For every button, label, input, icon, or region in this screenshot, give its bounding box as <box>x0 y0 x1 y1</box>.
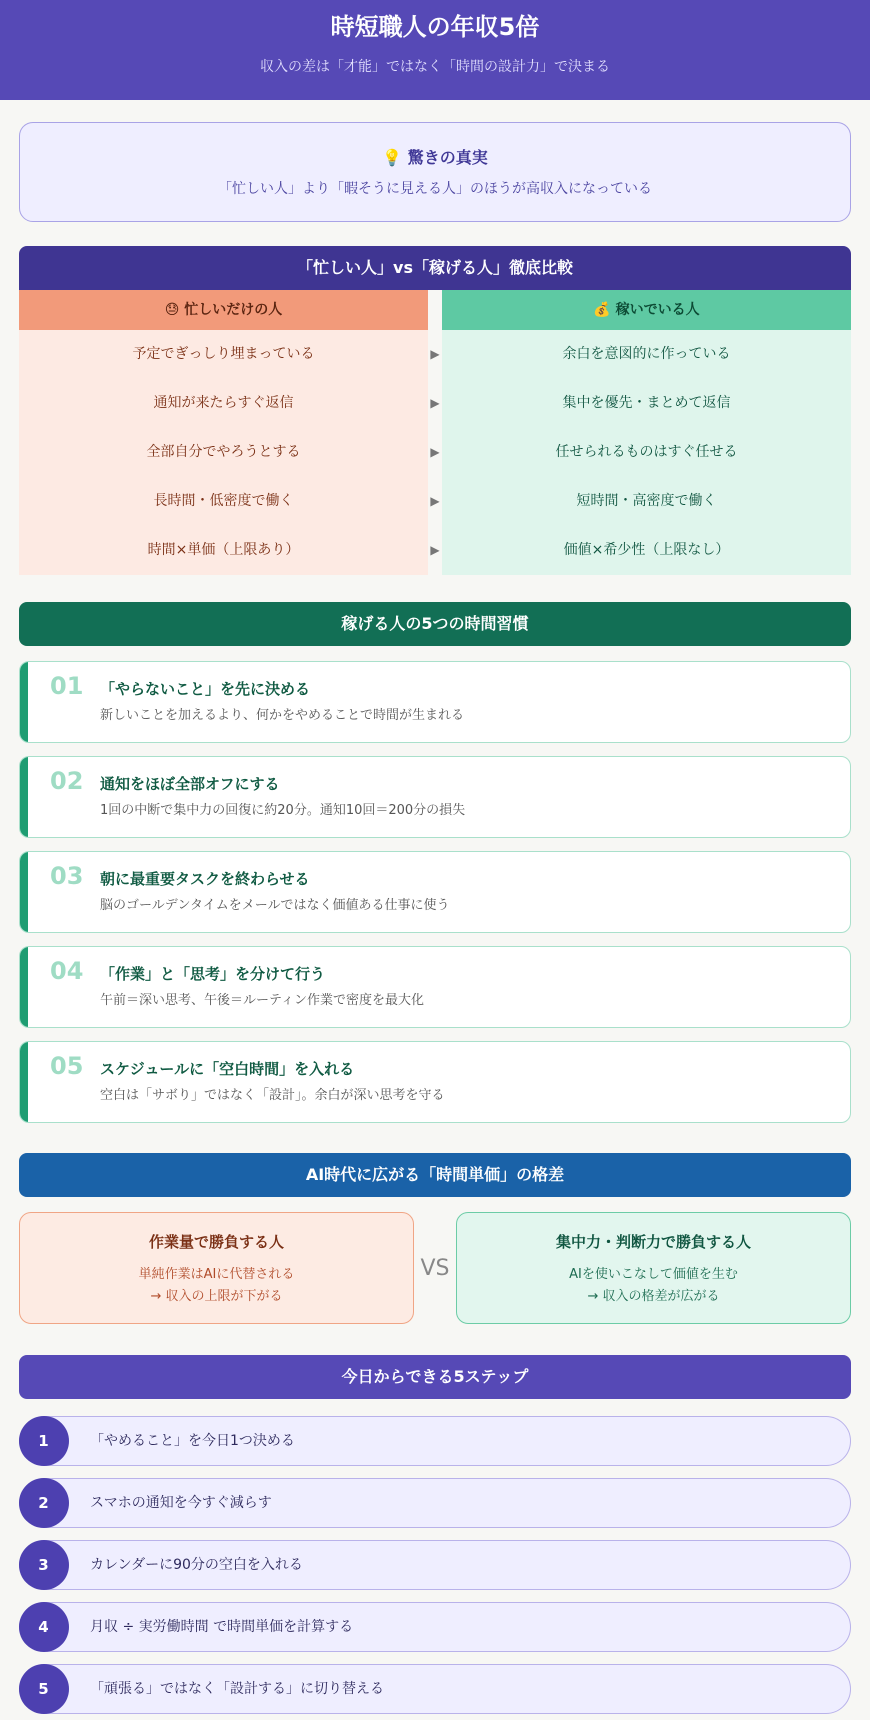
earn-item: 価値×希少性（上限なし） <box>563 542 730 558</box>
habit-desc: 1回の中断で集中力の回復に約20分。通知10回＝200分の損失 <box>100 803 466 818</box>
page-title: 時短職人の年収5倍 <box>330 13 540 41</box>
arrow-right-icon: ▶ <box>430 396 440 410</box>
habit-card <box>19 1041 851 1123</box>
habit-card <box>19 756 851 838</box>
earn-column-label: 稼いでいる人 <box>615 302 700 318</box>
busy-column-label: 忙しいだけの人 <box>184 302 283 318</box>
habit-card <box>19 946 851 1028</box>
comparison-table <box>19 290 851 575</box>
step-item <box>19 1664 851 1714</box>
habit-title: 「やらないこと」を先に決める <box>100 680 311 698</box>
habit-number: 02 <box>50 767 84 795</box>
arrow-right-icon: ▶ <box>430 543 440 557</box>
step-text: 月収 ÷ 実労働時間 で時間単価を計算する <box>90 1619 354 1635</box>
page-subtitle: 収入の差は「才能」ではなく「時間の設計力」で決まる <box>260 59 610 75</box>
step-text: 「やめること」を今日1つ決める <box>90 1433 295 1449</box>
habit-number: 03 <box>50 862 84 890</box>
arrow-right-icon: ▶ <box>430 347 440 361</box>
habit-desc: 脳のゴールデンタイムをメールではなく価値ある仕事に使う <box>100 898 450 913</box>
habit-desc: 空白は「サボり」ではなく「設計」。余白が深い思考を守る <box>100 1088 445 1103</box>
step-text: カレンダーに90分の空白を入れる <box>90 1557 303 1573</box>
habit-title: 朝に最重要タスクを終わらせる <box>100 870 310 888</box>
tired-face-icon: 😓 <box>164 302 180 318</box>
volume-worker-card <box>19 1212 414 1324</box>
comparison-title: 「忙しい人」vs「稼げる人」徹底比較 <box>19 246 851 290</box>
ai-gap-comparison <box>19 1212 851 1324</box>
vs-label: VS <box>420 1255 450 1281</box>
step-item <box>19 1478 851 1528</box>
step-number: 1 <box>19 1416 69 1466</box>
habit-card <box>19 851 851 933</box>
habit-number: 05 <box>50 1052 84 1080</box>
judgment-worker-line: AIを使いこなして価値を生む <box>569 1267 738 1282</box>
step-item <box>19 1540 851 1590</box>
habit-card <box>19 661 851 743</box>
truth-text: 「忙しい人」より「暇そうに見える人」のほうが高収入になっている <box>218 181 652 197</box>
volume-worker-line: → 収入の上限が下がる <box>150 1289 283 1304</box>
step-number: 4 <box>19 1602 69 1652</box>
volume-worker-title: 作業量で勝負する人 <box>148 1233 284 1251</box>
truth-title: 驚きの真実 <box>407 148 488 167</box>
step-number: 5 <box>19 1664 69 1714</box>
judgment-worker-card <box>456 1212 851 1324</box>
step-item <box>19 1602 851 1652</box>
busy-item: 全部自分でやろうとする <box>146 444 301 460</box>
habits-title: 稼げる人の5つの時間習慣 <box>19 602 851 646</box>
habits-list <box>19 661 851 1123</box>
ai-gap-title: AI時代に広がる「時間単価」の格差 <box>19 1153 851 1197</box>
busy-item: 長時間・低密度で働く <box>153 493 294 509</box>
lightbulb-icon: 💡 <box>382 148 403 167</box>
busy-column <box>19 290 428 575</box>
truth-card <box>19 122 851 222</box>
busy-item: 時間×単価（上限あり） <box>147 542 300 558</box>
judgment-worker-line: → 収入の格差が広がる <box>587 1289 720 1304</box>
volume-worker-line: 単純作業はAIに代替される <box>138 1267 295 1282</box>
habit-title: 通知をほぼ全部オフにする <box>100 775 280 793</box>
step-text: 「頑張る」ではなく「設計する」に切り替える <box>90 1681 384 1697</box>
steps-list <box>19 1416 851 1714</box>
earn-item: 任せられるものはすぐ任せる <box>555 444 738 460</box>
arrow-right-icon: ▶ <box>430 494 440 508</box>
habit-title: 「作業」と「思考」を分けて行う <box>100 965 326 983</box>
earn-item: 短時間・高密度で働く <box>576 493 717 509</box>
earn-item: 余白を意図的に作っている <box>562 346 731 362</box>
habit-title: スケジュールに「空白時間」を入れる <box>100 1060 355 1078</box>
habit-desc: 午前＝深い思考、午後＝ルーティン作業で密度を最大化 <box>100 993 424 1008</box>
judgment-worker-title: 集中力・判断力で勝負する人 <box>555 1233 751 1251</box>
arrow-right-icon: ▶ <box>430 445 440 459</box>
steps-title: 今日からできる5ステップ <box>19 1355 851 1399</box>
earn-column <box>442 290 851 575</box>
earn-item: 集中を優先・まとめて返信 <box>562 395 731 411</box>
step-number: 2 <box>19 1478 69 1528</box>
step-text: スマホの通知を今すぐ減らす <box>90 1495 272 1511</box>
busy-item: 通知が来たらすぐ返信 <box>153 395 294 411</box>
money-bag-icon: 💰 <box>593 302 611 318</box>
step-number: 3 <box>19 1540 69 1590</box>
step-item <box>19 1416 851 1466</box>
habit-number: 01 <box>50 672 84 700</box>
page-header <box>0 0 870 100</box>
busy-item: 予定でぎっしり埋まっている <box>132 346 315 362</box>
habit-number: 04 <box>50 957 84 985</box>
habit-desc: 新しいことを加えるより、何かをやめることで時間が生まれる <box>100 708 465 723</box>
